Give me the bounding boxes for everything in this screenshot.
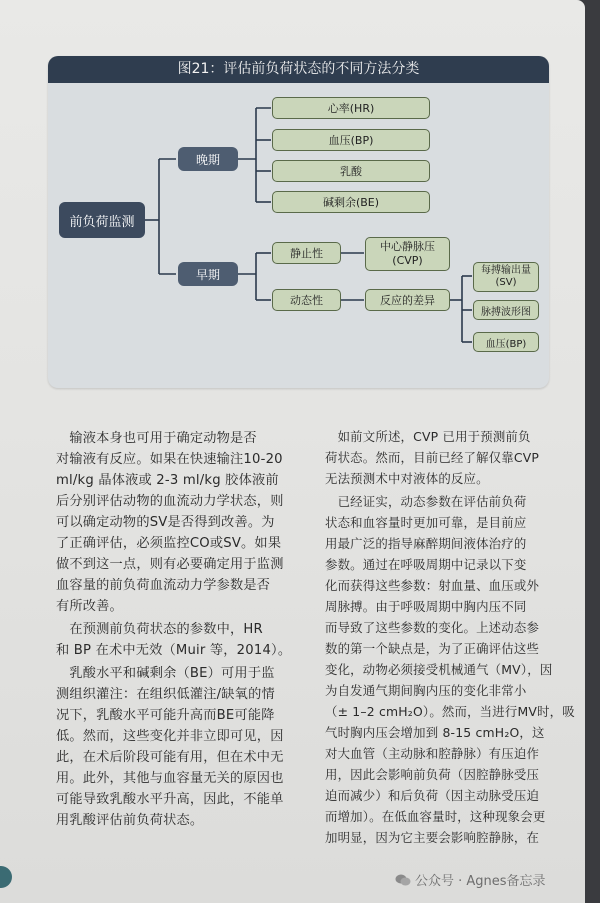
left-line: 后分别评估动物的血流动力学状态，则 [56, 494, 284, 509]
static-node: 静止性 [272, 242, 341, 264]
watermark-text: 公众号 · Agnes备忘录 [415, 874, 546, 889]
right-line: 状态和血容量时更加可靠，是目前应 [325, 515, 527, 530]
response-diff-node: 反应的差异 [365, 289, 450, 311]
left-line: 在预测前负荷状态的参数中，HR [56, 622, 263, 637]
left-line: 有所改善。 [56, 599, 123, 614]
right-line: 化而获得这些参数：射血量、血压或外 [325, 578, 540, 593]
right-line: 数的第一个缺点是，为了正确评估这些 [325, 641, 540, 656]
figure-title: 图21：评估前负荷状态的不同方法分类 [48, 56, 549, 83]
left-line: 用。此外，其他与血容量无关的原因也 [56, 771, 284, 786]
right-line: 荷状态。然而，目前已经了解仅靠CVP [325, 450, 540, 465]
late-node: 晚期 [178, 147, 238, 171]
sv-node: 每搏输出量(SV) [473, 262, 539, 292]
left-line: 况下，乳酸水平可能升高而BE可能降 [56, 708, 275, 723]
left-line: ml/kg 晶体液或 2-3 ml/kg 胶体液前 [56, 473, 279, 488]
late-item-bp: 血压(BP) [272, 129, 430, 151]
right-line: 用，因此会影响前负荷（因腔静脉受压 [325, 767, 540, 782]
figure-21 [48, 56, 549, 388]
right-line: 而增加）。在低血容量时，这种现象会更 [325, 809, 546, 824]
cvp-node: 中心静脉压(CVP) [365, 237, 450, 271]
right-line: 变化，动物必须接受机械通气（MV），因 [325, 662, 553, 677]
right-line: 无法预测术中对液体的反应。 [325, 471, 489, 486]
right-line: 参数。通过在呼吸周期中记录以下变 [325, 557, 527, 572]
left-line: 可能导致乳酸水平升高，因此，不能单 [56, 792, 284, 807]
right-line: 气时胸内压会增加到 8-15 cmH₂O，这 [325, 725, 545, 740]
right-line: 而导致了这些参数的变化。上述动态参 [325, 620, 540, 635]
early-node: 早期 [178, 262, 238, 286]
watermark [395, 870, 546, 889]
left-line: 血容量的前负荷血流动力学参数是否 [56, 578, 271, 593]
dynamic-bp-node: 血压(BP) [473, 332, 539, 352]
left-line: 可以确定动物的SV是否得到改善。为 [56, 515, 275, 530]
pulse-waveform-node: 脉搏波形图 [473, 300, 539, 320]
right-line: 周脉搏。由于呼吸周期中胸内压不同 [325, 599, 527, 614]
left-line: 了正确评估，必须监控CO或SV。如果 [56, 536, 282, 551]
left-line: 低。然而，这些变化并非立即可见，因 [56, 729, 284, 744]
right-line: 迫而减少）和后负荷（因主动脉受压迫 [325, 788, 540, 803]
right-line: 如前文所述，CVP 已用于预测前负 [325, 429, 531, 444]
left-line: 做不到这一点，则有必要确定用于监测 [56, 557, 284, 572]
left-line: 用乳酸评估前负荷状态。 [56, 813, 204, 828]
right-line: 用最广泛的指导麻醉期间液体治疗的 [325, 536, 527, 551]
left-line: 测组织灌注：在组织低灌注/缺氧的情 [56, 687, 275, 702]
right-line: 对大血管（主动脉和腔静脉）有压迫作 [325, 746, 540, 761]
late-item-lactate: 乳酸 [272, 160, 430, 182]
left-line: 乳酸水平和碱剩余（BE）可用于监 [56, 666, 275, 681]
right-line: 加明显，因为它主要会影响腔静脉，在 [325, 830, 540, 845]
late-item-hr: 心率(HR) [272, 97, 430, 119]
wechat-icon [395, 873, 411, 887]
right-line: （± 1–2 cmH₂O）。然而，当进行MV时，吸 [325, 704, 575, 719]
page-marker [0, 866, 12, 888]
late-item-be: 碱剩余(BE) [272, 191, 430, 213]
left-line: 输液本身也可用于确定动物是否 [56, 431, 257, 446]
root-node: 前负荷监测 [59, 202, 145, 238]
left-line: 此，在术后阶段可能有用，但在术中无 [56, 750, 284, 765]
right-line: 为自发通气期间胸内压的变化非常小 [325, 683, 527, 698]
right-line: 已经证实，动态参数在评估前负荷 [325, 494, 527, 509]
left-line: 对输液有反应。如果在快速输注10-20 [56, 452, 283, 467]
left-line: 和 BP 在术中无效（Muir 等，2014）。 [56, 643, 292, 658]
dynamic-node: 动态性 [272, 289, 341, 311]
